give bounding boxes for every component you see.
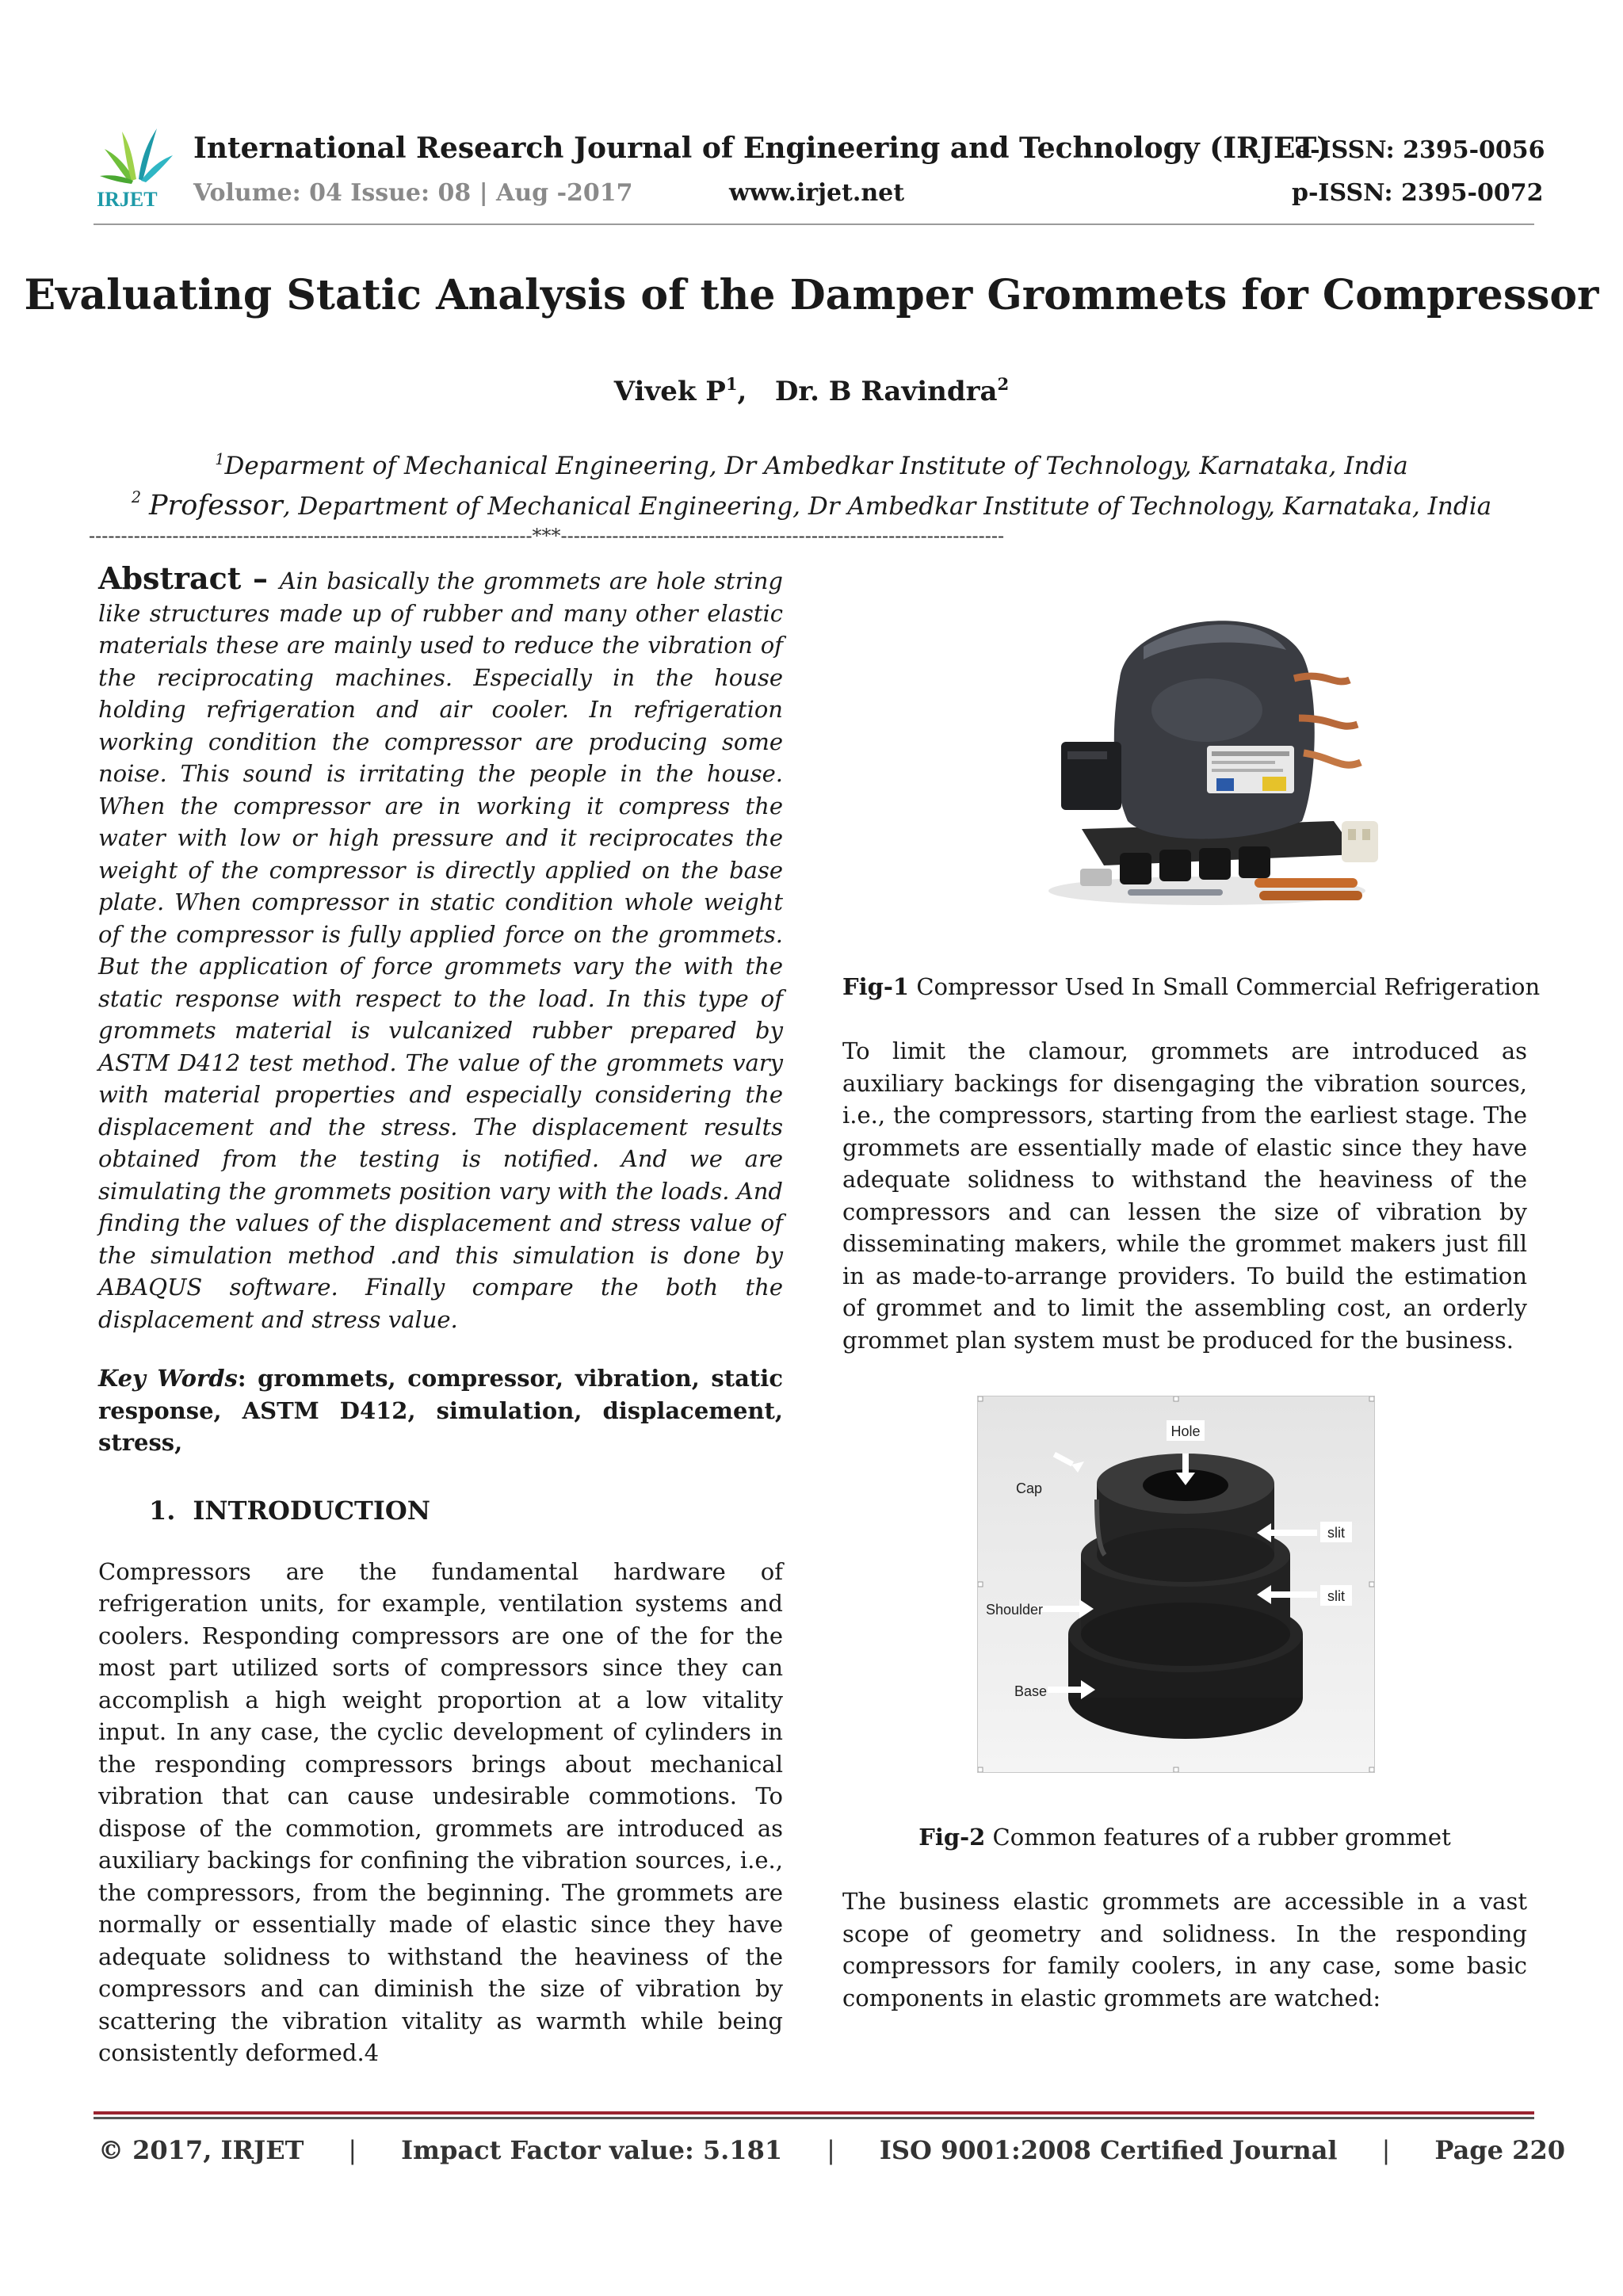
footer-rule-dark	[94, 2117, 1534, 2119]
figure-2-label: Fig-2	[918, 1824, 986, 1851]
introduction-text: Compressors are the fundamental hardware of refrigeration units, for example, ventilation systems and coolers. Responding compressors are one of the for the most part utilized sorts of compressors since they can accomplish a high weight proportion at a low vitality input. In any case, the cyclic development of cylinders in the responding compressors brings about mechanical vibration that can cause undesirable commotions. To dispose of the commotion, grommets are introduced as auxiliary backings for confining the vibration sources, i.e., the compressors, from the beginning. The grommets are normally or essentially made of elastic since they have adequate solidness to withstand the heaviness of the compressors and can diminish the size of vibration by scattering the vibration vitality as warmth while being consistently deformed.4	[98, 1557, 783, 2066]
logo-text: IRJET	[97, 188, 158, 211]
page-footer	[98, 2135, 1565, 2165]
label-hole: Hole	[1170, 1423, 1201, 1439]
footer-iso: ISO 9001:2008 Certified Journal	[879, 2135, 1338, 2165]
irjet-logo	[94, 117, 181, 212]
label-cap: Cap	[1016, 1480, 1043, 1496]
e-issn: e-ISSN: 2395-0056	[1295, 136, 1545, 164]
abstract	[98, 560, 783, 1335]
author-2: Dr. B Ravindra	[774, 376, 998, 407]
affiliation-1	[0, 452, 1623, 480]
footer-copyright: © 2017, IRJET	[98, 2135, 304, 2165]
author-list: Vivek $P^1$, Dr. B Ravindra$^2$	[613, 374, 1010, 407]
affiliation-2-text: , Department of Mechanical Engineering, Dr Ambedkar Institute of Technology, Karnataka, India	[282, 492, 1492, 521]
keywords-text: : grommets, compressor, vibration, static response, ASTM D412, simulation, displacement, stress,	[98, 1365, 783, 1456]
abstract-text: Ain basically the grommets are hole string like structures made up of rubber and many other elastic materials these are mainly used to reduce the vibration of the reciprocating machines. Especially in the house holding refrigeration and air cooler. In refrigeration working condition the compressor are producing some noise. This sound is irritating the people in the house. When the compressor are in working it compress the water with low or high pressure and it reciprocates the weight of the compressor is directly applied on the base plate. When compressor in static condition whole weight of the compressor is fully applied force on the grommets. But the application of force grommets vary the with the static response with respect to the load. In this type of grommets material is vulcanized rubber prepared by ASTM D412 test method. The value of the grommets vary with material properties and especially considering the displacement and the stress. The displacement results obtained from the testing is notified. And we are simulating the grommets position vary with the loads. And finding the values of the displacement and stress value of the simulation method .and this simulation is done by ABAQUS software. Finally compare the both the displacement and stress value.	[98, 567, 783, 1333]
label-base: Base	[1014, 1683, 1048, 1699]
affiliation-1-text: Deparment of Mechanical Engineering, Dr Ambedkar Institute of Technology, Karnataka, India	[224, 452, 1408, 480]
affiliation-2	[0, 490, 1623, 521]
author-1-affiliation-mark: 1	[725, 374, 738, 394]
figure-1-text: Compressor Used In Small Commercial Refrigeration	[909, 973, 1541, 1000]
section-number: 1.	[149, 1495, 176, 1526]
figure-2-caption	[842, 1824, 1527, 1851]
affiliation-1-mark: 1	[215, 450, 225, 468]
abstract-label: Abstract –	[98, 560, 280, 596]
logo-leaves-icon	[100, 128, 173, 184]
keywords	[98, 1362, 783, 1459]
footer-page-number: Page 220	[1434, 2135, 1565, 2165]
volume-issue: Volume: 04 Issue: 08 | Aug -2017	[193, 179, 633, 207]
figure-1-label: Fig-1	[842, 973, 910, 1000]
journal-name: International Research Journal of Engineering and Technology (IRJET)	[193, 132, 1331, 165]
figure-2-text: Common features of a rubber grommet	[985, 1824, 1451, 1851]
figure-1-caption	[842, 973, 1541, 1000]
footer-divider: |	[827, 2135, 835, 2165]
p-issn: p-ISSN: 2395-0072	[1292, 179, 1544, 207]
keywords-label: Key Words	[98, 1365, 238, 1392]
label-slit-lower: slit	[1327, 1588, 1345, 1604]
footer-divider: |	[1381, 2135, 1391, 2165]
paper-title: Evaluating Static Analysis of the Damper Grommets for Compressor	[24, 271, 1599, 319]
footer-rule-red	[94, 2111, 1534, 2115]
author-1: Vivek P	[613, 376, 726, 407]
label-shoulder: Shoulder	[986, 1602, 1044, 1618]
grommet-figure	[977, 1396, 1375, 1773]
footer-impact-factor: Impact Factor value: 5.181	[401, 2135, 783, 2165]
right-column	[842, 555, 1541, 2014]
section-heading-introduction	[149, 1496, 783, 1526]
body-paragraph-1: To limit the clamour, grommets are introduced as auxiliary backings for disengaging the vibration sources, i.e., the compressors, starting from the earliest stage. The grommets are essentially made of elastic since they have adequate solidness to withstand the heaviness of the compressors and can lessen the size of vibration by disseminating makers, while the grommet makers just fill in as made-to-arrange providers. To build the estimation of grommet and to limit the assembling cost, an orderly grommet plan system must be produced for the business.	[842, 1037, 1527, 1354]
header-divider	[94, 223, 1534, 225]
affiliation-2-mark: 2	[131, 488, 142, 506]
left-column	[98, 560, 783, 2069]
section-title: INTRODUCTION	[193, 1495, 430, 1526]
section-separator: ---------------------------------------------------------------------***---------------------------------------------------------------------	[89, 525, 1005, 547]
compressor-figure	[1009, 583, 1389, 948]
affiliation-2-role: Professor	[148, 490, 283, 521]
body-paragraph-2: The business elastic grommets are accessible in a vast scope of geometry and solidness. In the responding compressors for family coolers, in any case, some basic components in elastic grommets are watched:	[842, 1888, 1527, 2011]
journal-website-link[interactable]: www.irjet.net	[729, 179, 905, 207]
footer-divider: |	[348, 2135, 357, 2165]
label-slit-upper: slit	[1327, 1525, 1345, 1541]
author-2-affiliation-mark: 2	[997, 374, 1010, 394]
